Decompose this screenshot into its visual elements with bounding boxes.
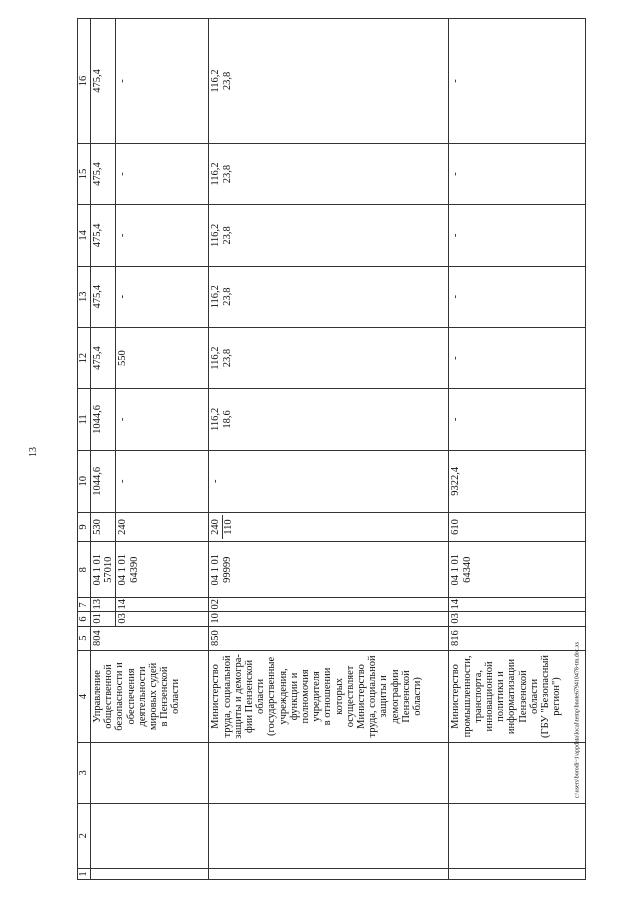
cell-section: 10	[209, 612, 449, 626]
cell-value: -	[116, 450, 209, 512]
cell-section: 03	[116, 612, 209, 626]
table-row	[209, 19, 449, 880]
cell-recipient: Министерство труда, социальной защиты и демогра- фии Пензенской области (государственные учреждения, функции и полномочия учредителя в отношении которых осуществляет Министерство труда, социальной защиты и демографии Пензенской области)	[209, 650, 449, 743]
header-cell: 16	[78, 19, 91, 144]
cell-value: 116,2 23,8	[209, 143, 449, 204]
rotated-table-area	[77, 18, 586, 880]
cell-recipient: Министерство промышленности, транспорта, инновационной политики и информатизации Пензенской области (ГБУ "Безопасный регион")	[449, 650, 586, 743]
cell-value: -	[116, 389, 209, 450]
cell-target-item: 04 1 01 57010	[91, 542, 116, 598]
header-cell: 5	[78, 626, 91, 650]
cell-expense-type: 240 110	[209, 512, 449, 541]
cell-expense-type: 240	[116, 512, 209, 541]
cell-col1	[209, 868, 449, 879]
cell-code: 804	[91, 626, 209, 650]
header-cell: 12	[78, 327, 91, 388]
header-cell: 4	[78, 650, 91, 743]
cell-col2	[209, 803, 449, 868]
cell-value: -	[449, 19, 586, 144]
cell-value: 116,2 23,8	[209, 266, 449, 327]
header-cell: 1	[78, 868, 91, 879]
table-row	[449, 19, 586, 880]
cell-expense-type: 530	[91, 512, 116, 541]
header-cell: 15	[78, 143, 91, 204]
cell-value: 475,4	[91, 143, 116, 204]
cell-subsection: 02	[209, 598, 449, 612]
cell-col3	[449, 743, 586, 803]
cell-value: 116,2 23,8	[209, 327, 449, 388]
cell-section: 03	[449, 612, 586, 626]
file-path-footer: c:\users\borodi~1\appdata\local\temp\bnote679410478-tm.doc.xs	[574, 641, 581, 799]
cell-section: 01	[91, 612, 116, 626]
table-row	[91, 19, 116, 880]
cell-expense-type: 610	[449, 512, 586, 541]
header-row	[78, 19, 91, 880]
header-cell: 3	[78, 743, 91, 803]
cell-value: -	[449, 266, 586, 327]
header-cell: 2	[78, 803, 91, 868]
cell-value: 1044,6	[91, 450, 116, 512]
cell-value: -	[116, 143, 209, 204]
header-cell: 7	[78, 598, 91, 612]
cell-col1	[449, 868, 586, 879]
cell-value: 475,4	[91, 266, 116, 327]
cell-value: -	[209, 450, 449, 512]
budget-table-wrapper	[77, 18, 586, 880]
cell-col1	[91, 868, 209, 879]
cell-value: -	[116, 19, 209, 144]
cell-col2	[91, 803, 209, 868]
header-cell: 9	[78, 512, 91, 541]
cell-value: 116,2 23,8	[209, 19, 449, 144]
cell-value: 475,4	[91, 327, 116, 388]
cell-value: -	[449, 143, 586, 204]
cell-value: -	[116, 205, 209, 266]
cell-target-item: 04 1 01 64340	[449, 542, 586, 598]
cell-subsection: 13	[91, 598, 116, 612]
cell-value: 475,4	[91, 19, 116, 144]
header-cell: 8	[78, 542, 91, 598]
cell-value: 550	[116, 327, 209, 388]
cell-col3	[91, 743, 209, 803]
cell-code: 850	[209, 626, 449, 650]
header-cell: 14	[78, 205, 91, 266]
page-number: 13	[28, 447, 39, 457]
cell-subsection: 14	[116, 598, 209, 612]
header-cell: 13	[78, 266, 91, 327]
cell-value: -	[449, 389, 586, 450]
cell-recipient: Управление общественной безопасности и обеспечения деятельности мировых судей в Пензенской области	[91, 650, 209, 743]
cell-value: 116,2 23,8	[209, 205, 449, 266]
cell-code: 816	[449, 626, 586, 650]
cell-value: 475,4	[91, 205, 116, 266]
cell-col3	[209, 743, 449, 803]
cell-value: 116,2 18,6	[209, 389, 449, 450]
cell-target-item: 04 1 01 64390	[116, 542, 209, 598]
cell-value: -	[449, 327, 586, 388]
budget-table	[77, 18, 586, 880]
header-cell: 11	[78, 389, 91, 450]
header-cell: 6	[78, 612, 91, 626]
cell-subsection: 14	[449, 598, 586, 612]
cell-value: -	[116, 266, 209, 327]
cell-col2	[449, 803, 586, 868]
cell-value: -	[449, 205, 586, 266]
cell-value: 1044,6	[91, 389, 116, 450]
cell-value: 9322,4	[449, 450, 586, 512]
header-cell: 10	[78, 450, 91, 512]
cell-target-item: 04 1 01 99999	[209, 542, 449, 598]
